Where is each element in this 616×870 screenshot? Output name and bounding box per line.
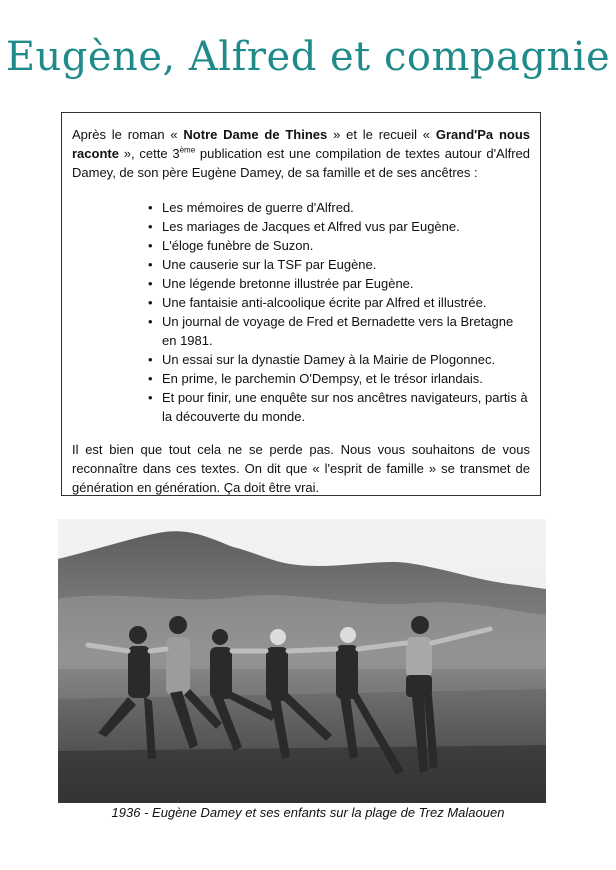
photo-caption: 1936 - Eugène Damey et ses enfants sur la plage de Trez Malaouen	[111, 805, 505, 820]
beach-photo	[58, 519, 546, 803]
list-item: • Les mémoires de guerre d'Alfred.	[162, 198, 530, 217]
list-item: • En prime, le parchemin O'Dempsy, et le trésor irlandais.	[162, 369, 530, 388]
intro-box	[61, 112, 541, 496]
list-item: • Une causerie sur la TSF par Eugène.	[162, 255, 530, 274]
list-item: • Un journal de voyage de Fred et Bernadette vers la Bretagne en 1981.	[162, 312, 530, 350]
closing-paragraph: Il est bien que tout cela ne se perde pas. Nous vous souhaitons de vous reconnaître dans ces textes. On dit que « l'esprit de famille » se transmet de génération en génération. Ça doit être vrai.	[72, 442, 530, 495]
list-item: • L'éloge funèbre de Suzon.	[162, 236, 530, 255]
list-item: • Une légende bretonne illustrée par Eugène.	[162, 274, 530, 293]
list-item: • Et pour finir, une enquête sur nos ancêtres navigateurs, partis à la découverte du monde.	[162, 388, 530, 426]
list-item: • Une fantaisie anti-alcoolique écrite par Alfred et illustrée.	[162, 293, 530, 312]
page-title: Eugène, Alfred et compagnie	[5, 34, 611, 80]
list-item: • Un essai sur la dynastie Damey à la Mairie de Plogonnec.	[162, 350, 530, 369]
intro-paragraph: Après le roman « Notre Dame de Thines » et le recueil « Grand'Pa nous raconte », cette 3ème publication est une compilation de textes autour d'Alfred Damey, de son père Eugène Damey, de sa famille et de ses ancêtres :	[72, 127, 531, 180]
list-item: • Les mariages de Jacques et Alfred vus par Eugène.	[162, 217, 530, 236]
novel-title: Notre Dame de Thines	[183, 127, 328, 142]
collection-title: Grand'Pa nous raconte	[72, 127, 530, 161]
contents-list	[72, 198, 530, 426]
